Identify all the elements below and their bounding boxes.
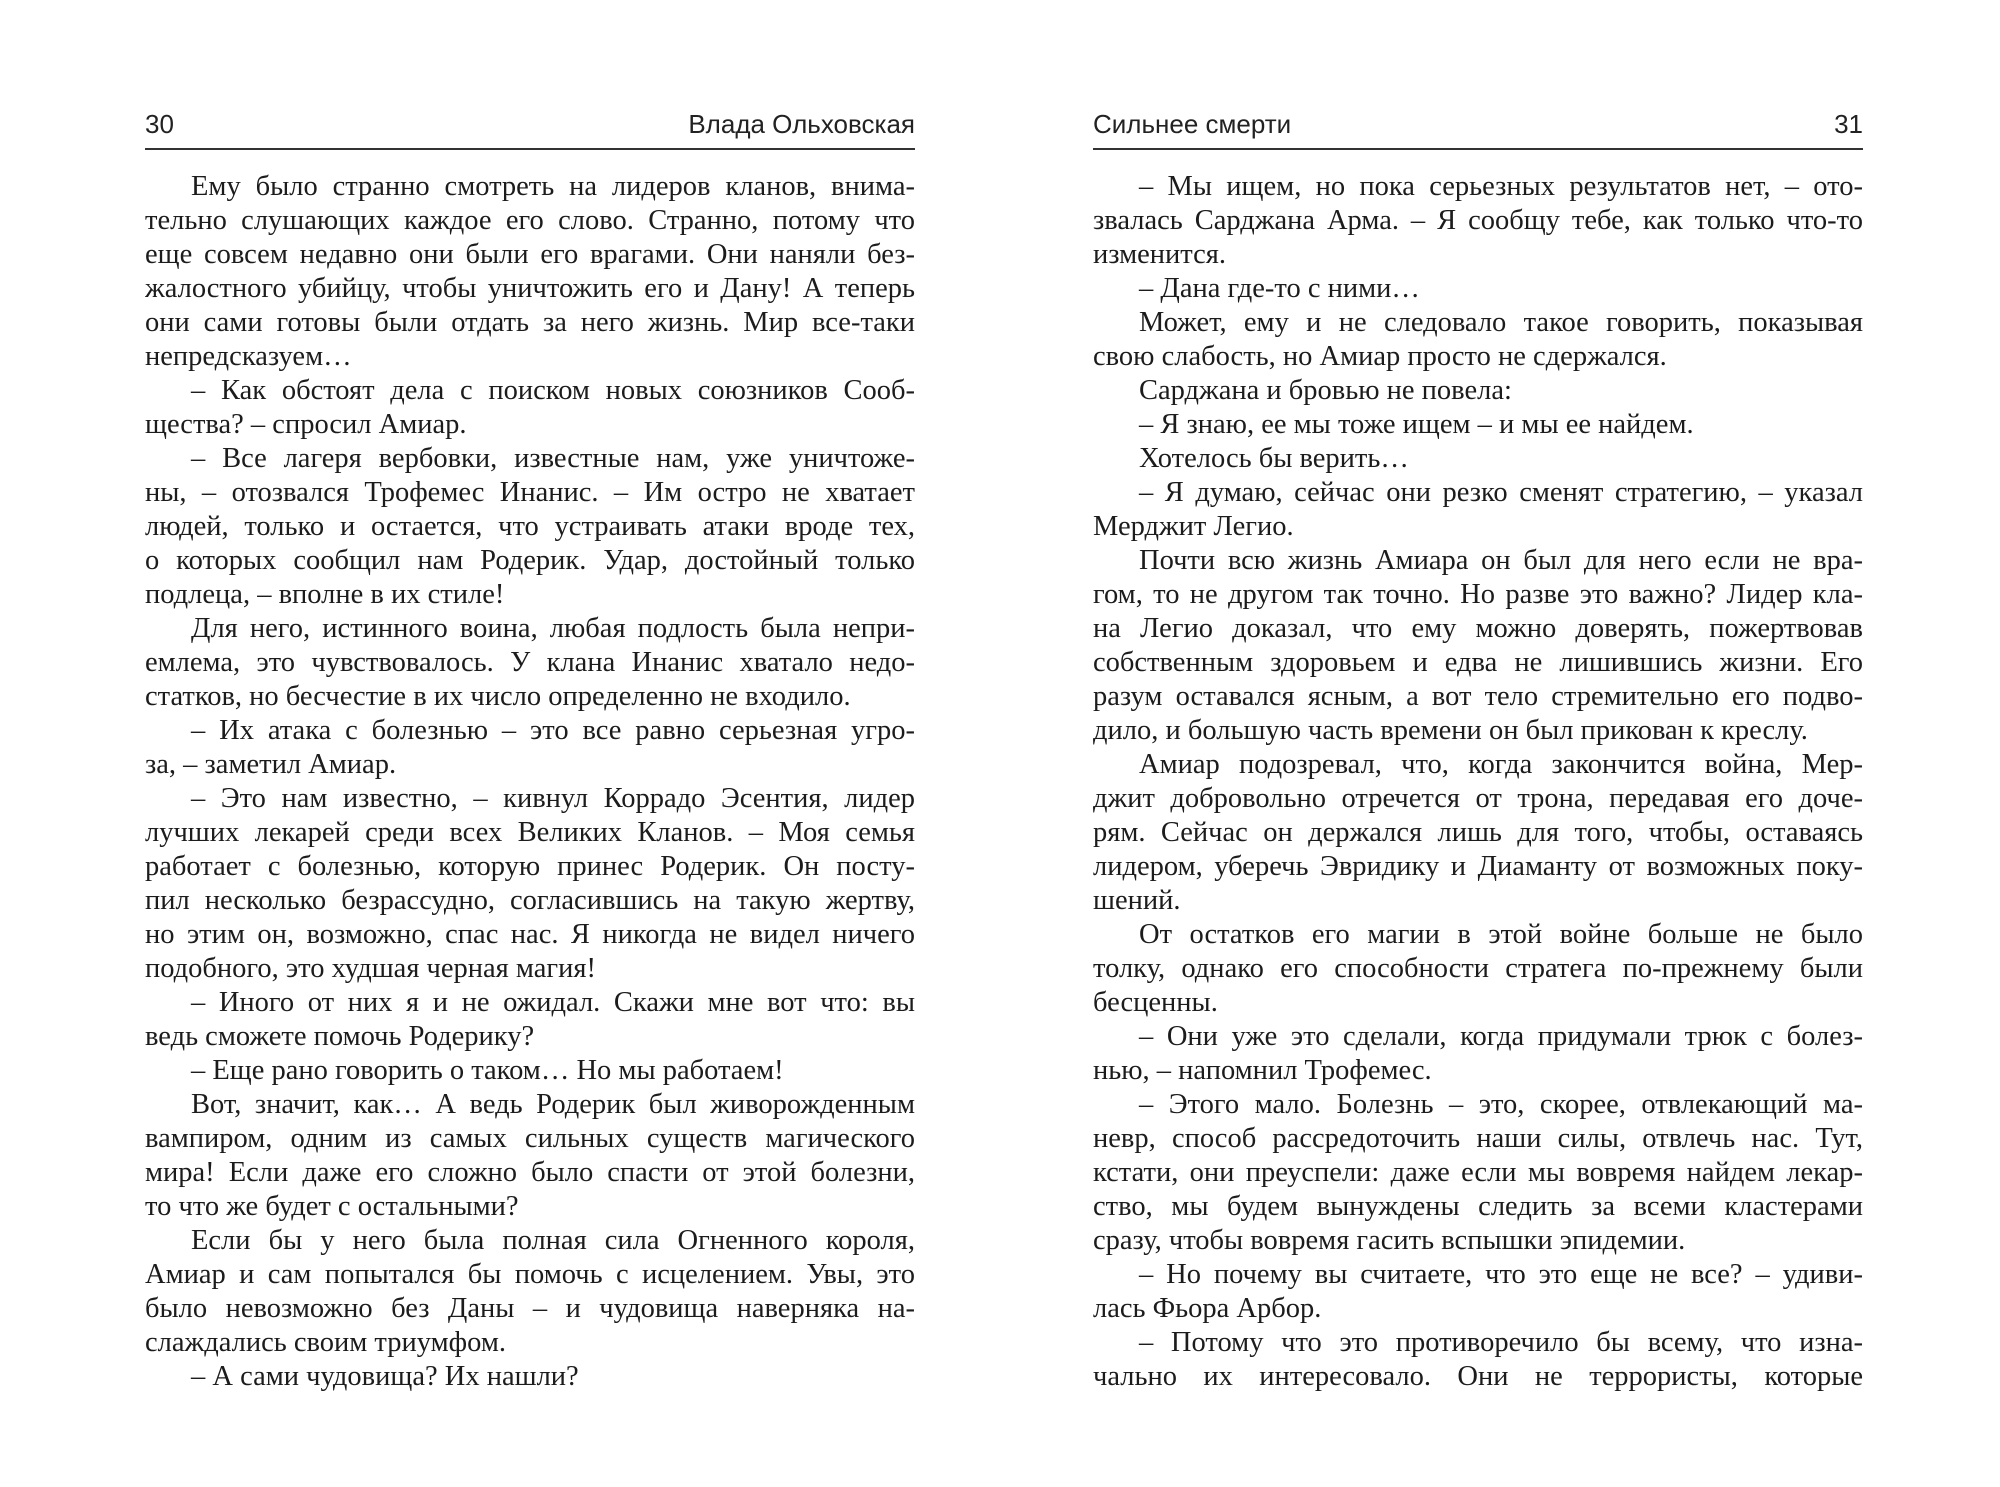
- text-line: собственным здоровьем и едва не лишившись жизни. Его: [1093, 647, 1863, 678]
- right-page-body: [1093, 170, 1863, 1394]
- text-line: – Еще рано говорить о таком… Но мы работаем!: [191, 1055, 784, 1086]
- text-line: нью, – напомнил Трофемес.: [1093, 1055, 1432, 1086]
- text-line: – Они уже это сделали, когда придумали трюк с болез-: [1139, 1021, 1863, 1052]
- text-line: – А сами чудовища? Их нашли?: [191, 1361, 579, 1392]
- page-number: 31: [1834, 109, 1863, 139]
- text-line: дило, и большую часть времени он был прикован к креслу.: [1093, 715, 1808, 746]
- text-line: невр, способ рассредоточить наши силы, отвлечь нас. Тут,: [1093, 1123, 1863, 1154]
- text-line: мира! Если даже его сложно было спасти от этой болезни,: [145, 1157, 915, 1188]
- text-line: Ему было странно смотреть на лидеров кланов, внима-: [191, 171, 915, 202]
- running-title-book: Сильнее смерти: [1093, 109, 1292, 139]
- text-line: непредсказуем…: [145, 341, 352, 372]
- left-page-header: [145, 104, 915, 150]
- text-line: – Но почему вы считаете, что это еще не все? – удиви-: [1139, 1259, 1863, 1290]
- text-line: свою слабость, но Амиар просто не сдержался.: [1093, 341, 1667, 372]
- text-line: – Мы ищем, но пока серьезных результатов нет, – ото-: [1139, 171, 1863, 202]
- text-line: жалостного убийцу, чтобы уничтожить его и Дану! А теперь: [145, 273, 915, 304]
- text-line: – Дана где-то с ними…: [1139, 273, 1420, 304]
- text-line: подлеца, – вполне в их стиле!: [145, 579, 505, 610]
- text-line: – Потому что это противоречило бы всему, что изна-: [1139, 1327, 1863, 1358]
- text-line: статков, но бесчестие в их число определенно не входило.: [145, 681, 851, 712]
- text-line: слаждались своим триумфом.: [145, 1327, 506, 1358]
- text-line: лидером, уберечь Эвридику и Диаманту от возможных поку-: [1093, 851, 1863, 882]
- text-line: звалась Сарджана Арма. – Я сообщу тебе, как только что-то: [1093, 205, 1863, 236]
- text-line: щества? – спросил Амиар.: [145, 409, 467, 440]
- text-line: гом, то не другом так точно. Но разве это важно? Лидер кла-: [1093, 579, 1863, 610]
- text-line: ны, – отозвался Трофемес Инанис. – Им остро не хватает: [145, 477, 915, 508]
- text-line: – Это нам известно, – кивнул Коррадо Эсентия, лидер: [191, 783, 915, 814]
- page-number: 30: [145, 109, 174, 139]
- text-line: Мерджит Легио.: [1093, 511, 1294, 542]
- text-line: лась Фьора Арбор.: [1093, 1293, 1322, 1324]
- text-line: – Этого мало. Болезнь – это, скорее, отвлекающий ма-: [1139, 1089, 1863, 1120]
- text-line: лучших лекарей среди всех Великих Кланов. – Моя семья: [145, 817, 915, 848]
- text-line: – Я думаю, сейчас они резко сменят стратегию, – указал: [1139, 477, 1863, 508]
- text-line: разум оставался ясным, а вот тело стремительно его подво-: [1093, 681, 1863, 712]
- text-line: Амиар и сам попытался бы помочь с исцелением. Увы, это: [145, 1259, 915, 1290]
- text-line: ведь сможете помочь Родерику?: [145, 1021, 535, 1052]
- text-line: – Как обстоят дела с поиском новых союзников Сооб-: [191, 375, 915, 406]
- text-line: От остатков его магии в этой войне больше не было: [1139, 919, 1863, 950]
- text-line: Почти всю жизнь Амиара он был для него если не вра-: [1139, 545, 1863, 576]
- right-page-header: [1093, 104, 1863, 150]
- text-line: Для него, истинного воина, любая подлость была непри-: [191, 613, 915, 644]
- text-line: емлема, это чувствовалось. У клана Инанис хватало недо-: [145, 647, 915, 678]
- text-line: подобного, это худшая черная магия!: [145, 953, 596, 984]
- text-line: еще совсем недавно они были его врагами. Они наняли без-: [145, 239, 915, 270]
- text-line: – Все лагеря вербовки, известные нам, уже уничтоже-: [191, 443, 915, 474]
- text-line: Если бы у него была полная сила Огненного короля,: [191, 1225, 915, 1256]
- text-line: джит добровольно отречется от трона, передавая его доче-: [1093, 783, 1863, 814]
- text-line: сразу, чтобы вовремя гасить вспышки эпидемии.: [1093, 1225, 1686, 1256]
- text-line: о которых сообщил нам Родерик. Удар, достойный только: [145, 545, 915, 576]
- text-line: – Я знаю, ее мы тоже ищем – и мы ее найдем.: [1139, 409, 1694, 440]
- text-line: пил несколько безрассудно, согласившись на такую жертву,: [145, 885, 915, 916]
- text-line: Сарджана и бровью не повела:: [1139, 375, 1512, 406]
- running-title-author: Влада Ольховская: [688, 109, 915, 139]
- text-line: кстати, они преуспели: даже если мы вовремя найдем лекар-: [1093, 1157, 1863, 1188]
- text-line: Может, ему и не следовало такое говорить, показывая: [1139, 307, 1863, 338]
- text-line: то что же будет с остальными?: [145, 1191, 519, 1222]
- text-line: за, – заметил Амиар.: [145, 749, 397, 780]
- left-page-body: [145, 170, 915, 1394]
- text-line: они сами готовы были отдать за него жизнь. Мир все-таки: [145, 307, 915, 338]
- text-line: Вот, значит, как… А ведь Родерик был живорожденным: [191, 1089, 915, 1120]
- left-page: [145, 0, 915, 1487]
- text-line: тельно слушающих каждое его слово. Странно, потому что: [145, 205, 915, 236]
- text-line: Хотелось бы верить…: [1139, 443, 1409, 474]
- text-line: рям. Сейчас он держался лишь для того, чтобы, оставаясь: [1093, 817, 1863, 848]
- text-line: – Иного от них я и не ожидал. Скажи мне вот что: вы: [191, 987, 915, 1018]
- text-line: людей, только и остается, что устраивать атаки вроде тех,: [145, 511, 915, 542]
- text-line: Амиар подозревал, что, когда закончится война, Мер-: [1139, 749, 1863, 780]
- text-line: вампиром, одним из самых сильных существ магического: [145, 1123, 915, 1154]
- text-line: чально их интересовало. Они не террористы, которые: [1093, 1361, 1863, 1392]
- text-line: изменится.: [1093, 239, 1226, 270]
- right-page: [1093, 0, 1863, 1487]
- text-line: но этим он, возможно, спас нас. Я никогда не видел ничего: [145, 919, 915, 950]
- text-line: – Их атака с болезнью – это все равно серьезная угро-: [191, 715, 915, 746]
- text-line: на Легио доказал, что ему можно доверять, пожертвовав: [1093, 613, 1863, 644]
- text-line: бесценны.: [1093, 987, 1218, 1018]
- text-line: шений.: [1093, 885, 1181, 916]
- text-line: было невозможно без Даны – и чудовища наверняка на-: [145, 1293, 915, 1324]
- text-line: ство, мы будем вынуждены следить за всеми кластерами: [1093, 1191, 1863, 1222]
- text-line: работает с болезнью, которую принес Родерик. Он посту-: [145, 851, 915, 882]
- text-line: толку, однако его способности стратега по-прежнему были: [1093, 953, 1863, 984]
